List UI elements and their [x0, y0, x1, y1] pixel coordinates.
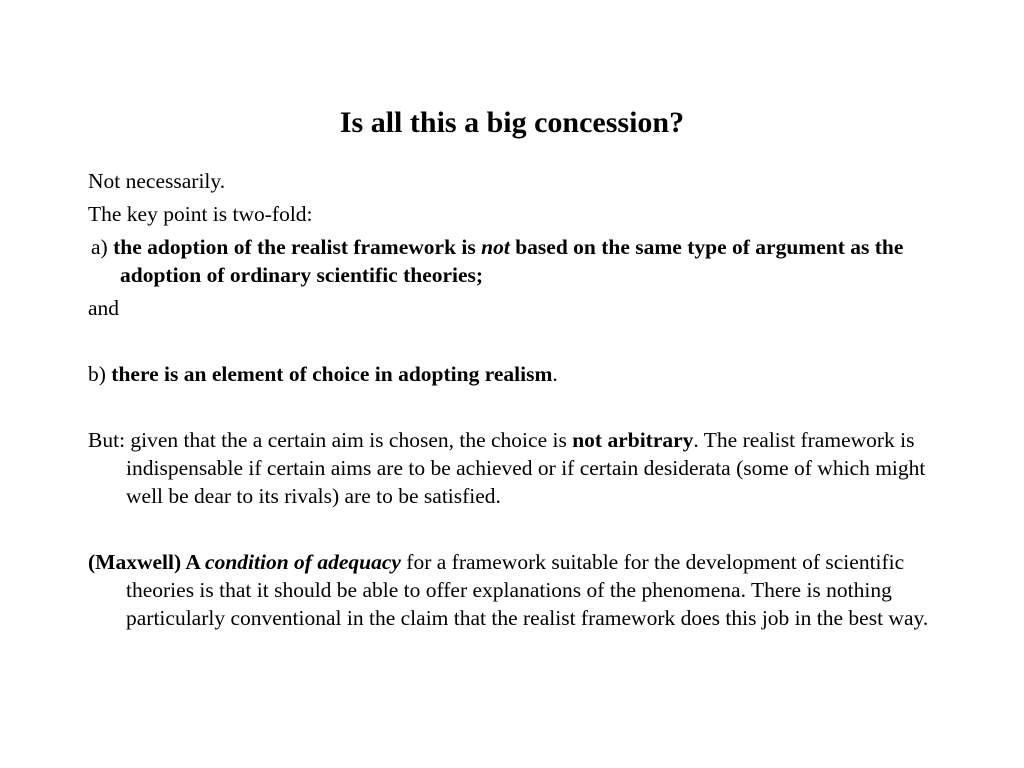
paragraph-but: [88, 426, 948, 510]
but-bold-not-arbitrary: not arbitrary: [572, 428, 694, 452]
point-b-period: .: [552, 362, 558, 386]
paragraph-not-necessarily: [88, 167, 948, 195]
text-and: and: [88, 296, 120, 320]
paragraph-key-point: [88, 200, 948, 228]
paragraph-maxwell: [88, 548, 948, 632]
maxwell-rest: for a framework suitable for the development of scientific theories is that it should be able to offer explanations of the phenomena. There is nothing particularly conventional in the claim that the realist framework does this job in the best way.: [126, 550, 929, 630]
text-key-point: The key point is two-fold:: [88, 202, 313, 226]
maxwell-bold: (Maxwell) A: [88, 550, 206, 574]
slide-body: [88, 167, 948, 637]
maxwell-condition-of-adequacy: condition of adequacy: [205, 550, 401, 574]
but-text-1: But: given that the a certain aim is chosen, the choice is: [88, 428, 573, 452]
point-a-bold-1: the adoption of the realist framework is: [113, 235, 482, 259]
text-not-necessarily: Not necessarily.: [88, 169, 226, 193]
spacer: [88, 393, 948, 426]
point-b-bold: there is an element of choice in adopting realism: [111, 362, 553, 386]
point-a-prefix: a): [91, 235, 114, 259]
but-text-2: . The realist framework is indispensable if certain aims are to be achieved or if certain desiderata (some of which might well be dear to its rivals) are to be satisfied.: [126, 428, 926, 508]
point-b-prefix: b): [88, 362, 112, 386]
point-a-italic-not: not: [481, 235, 510, 259]
paragraph-point-b: [88, 360, 948, 388]
point-a-bold-2: based on the same type of argument as the adoption of ordinary scientific theories;: [120, 235, 904, 287]
paragraph-point-a: [88, 233, 948, 289]
spacer: [88, 515, 948, 548]
spacer: [88, 327, 948, 360]
paragraph-and: [88, 294, 948, 322]
slide-title: Is all this a big concession?: [339, 106, 685, 139]
